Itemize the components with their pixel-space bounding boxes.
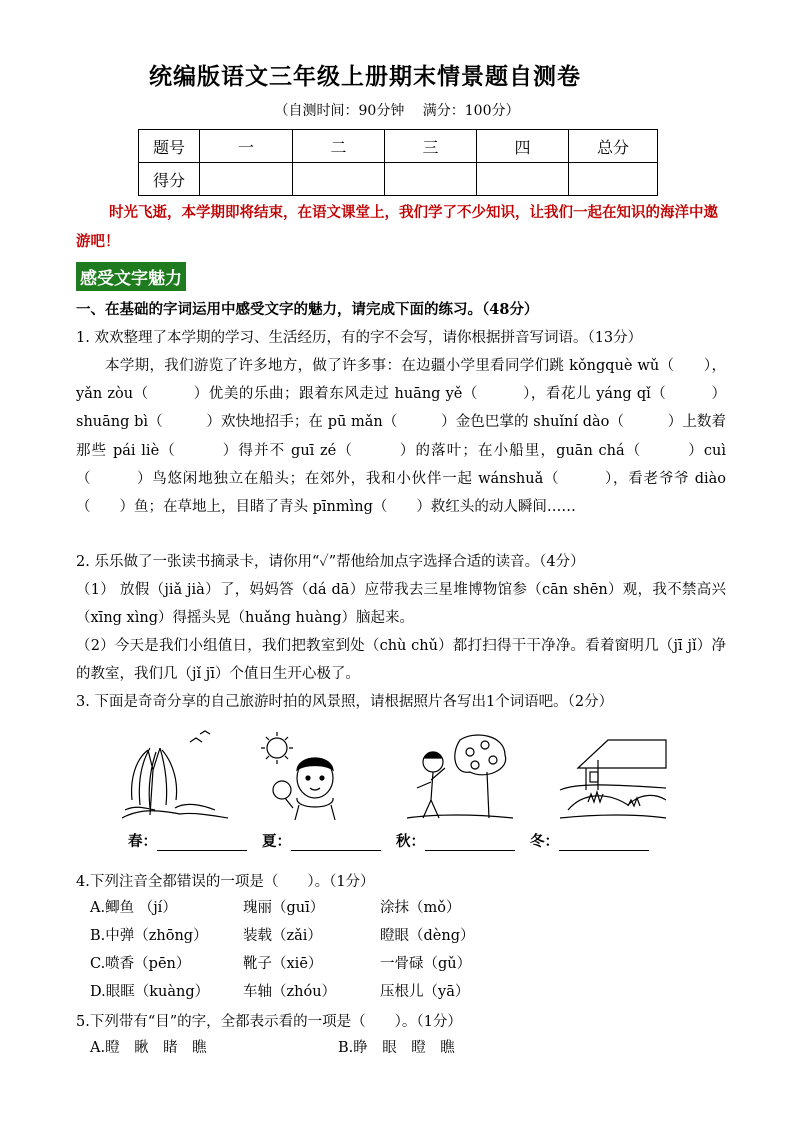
q4-option-d2: 车轴（zhóu）	[243, 984, 337, 1000]
q4-option-a2: 瑰丽（guī）	[243, 900, 325, 916]
q4-option-b2: 装载（zǎi）	[243, 928, 322, 944]
q5-option-a: A.瞪 瞅 睹 瞧	[90, 1040, 207, 1056]
score-header-cell: 一	[200, 130, 293, 163]
q5-option-b: B.睁 眼 瞪 瞧	[338, 1040, 455, 1056]
summer-answer[interactable]	[262, 830, 381, 851]
score-header-cell: 四	[477, 130, 569, 163]
q4-option-b3: 瞪眼（dèng）	[380, 928, 475, 944]
score-header-cell: 二	[293, 130, 385, 163]
exam-title: 统编版语文三年级上册期末情景题自测卷	[149, 64, 581, 90]
score-header-cell: 总分	[569, 130, 658, 163]
score-header-cell: 三	[385, 130, 477, 163]
q2-stem: 2. 乐乐做了一张读书摘录卡，请你用“✓”帮他给加点字选择合适的读音。（4分）	[76, 554, 585, 570]
score-table-header-row	[139, 130, 658, 163]
summer-label: 夏：	[262, 833, 291, 850]
score-cell[interactable]	[477, 163, 569, 196]
winter-answer[interactable]	[530, 830, 649, 851]
q4-stem: 4.下列注音全都错误的一项是（ ）。（1分）	[76, 874, 375, 890]
q4-option-c2: 靴子（xiē）	[243, 956, 323, 972]
answer-line[interactable]	[559, 834, 649, 851]
winter-snow-picture	[558, 730, 668, 822]
answer-line[interactable]	[157, 834, 247, 851]
summer-boy-picture	[255, 730, 365, 822]
q2-item2: （2）今天是我们小组值日，我们把教室到处（chù chǔ）都打扫得干干净净。看着窗明几（jī jǐ）净的教室，我们几（jǐ jī）个值日生开心极了。	[76, 638, 726, 682]
score-table	[138, 129, 658, 196]
q1-passage: 本学期，我们游览了许多地方，做了许多事：在边疆小学里看同学们跳 kǒngquè wǔ（ ），yǎn zòu（ ）优美的乐曲；跟着东风走过 huāng yě（ ），看花儿 yáng qǐ（ ）shuāng bì（ ）欢快地招手；在 pū mǎn（ ）金色巴掌的 shuǐní dào（ ）上数着那些 pái liè（ ）得并不 guī zé（ ）的落叶；在小船里，guān chá（ ）cuì（ ）鸟悠闲地独立在船头；在郊外，我和小伙伴一起 wánshuǎ（ ），看老爷爷 diào（ ）鱼；在草地上，目睹了青头 pīnmìng（ ）救红头的动人瞬间……	[76, 358, 726, 516]
intro-text: 时光飞逝，本学期即将结束，在语文课堂上，我们学了不少知识，让我们一起在知识的海洋中遨游吧！	[76, 204, 718, 250]
q4-option-d3: 压根儿（yā）	[380, 984, 470, 1000]
answer-line[interactable]	[425, 834, 515, 851]
q1-stem: 1. 欢欢整理了本学期的学习、生活经历，有的字不会写，请你根据拼音写词语。（13分）	[76, 330, 643, 346]
q2-item1: （1） 放假（jiǎ jià）了，妈妈答（dá dā）应带我去三星堆博物馆参（cān shēn）观，我不禁高兴（xīng xìng）得摇头晃（huǎng huàng）脑起来。	[76, 582, 726, 626]
q4-option-a3: 涂抹（mǒ）	[380, 900, 461, 916]
score-header-cell: 题号	[139, 130, 200, 163]
q4-option-c3: 一骨碌（gǔ）	[380, 956, 472, 972]
q4-option-c1: C.喷香（pēn）	[90, 956, 191, 972]
q4-option-a1: A.鲫鱼 （jí）	[90, 900, 177, 916]
score-cell[interactable]	[385, 163, 477, 196]
section-tag: 感受文字魅力	[76, 262, 186, 291]
spring-answer[interactable]	[128, 830, 247, 851]
autumn-answer[interactable]	[396, 830, 515, 851]
score-table-score-row	[139, 163, 658, 196]
q5-stem: 5.下列带有“目”的字，全都表示看的一项是（ ）。（1分）	[76, 1014, 462, 1030]
part1-heading: 一、在基础的字词运用中感受文字的魅力，请完成下面的练习。（48分）	[76, 301, 539, 318]
winter-label: 冬：	[530, 833, 559, 850]
answer-line[interactable]	[291, 834, 381, 851]
score-cell[interactable]	[293, 163, 385, 196]
q4-option-d1: D.眼眶（kuàng）	[90, 984, 210, 1000]
autumn-label: 秋：	[396, 833, 425, 850]
score-cell[interactable]	[569, 163, 658, 196]
autumn-fruit-picture	[405, 730, 515, 822]
q3-stem: 3. 下面是奇奇分享的自己旅游时拍的风景照，请根据照片各写出1个词语吧。（2分）	[76, 694, 614, 710]
q4-option-b1: B.中弹（zhōng）	[90, 928, 208, 944]
spring-willow-picture	[120, 730, 230, 822]
exam-subtitle: （自测时间：90分钟 满分：100分）	[274, 103, 520, 119]
spring-label: 春：	[128, 833, 157, 850]
score-row-label: 得分	[139, 163, 200, 196]
score-cell[interactable]	[200, 163, 293, 196]
scenery-pictures	[120, 730, 680, 830]
